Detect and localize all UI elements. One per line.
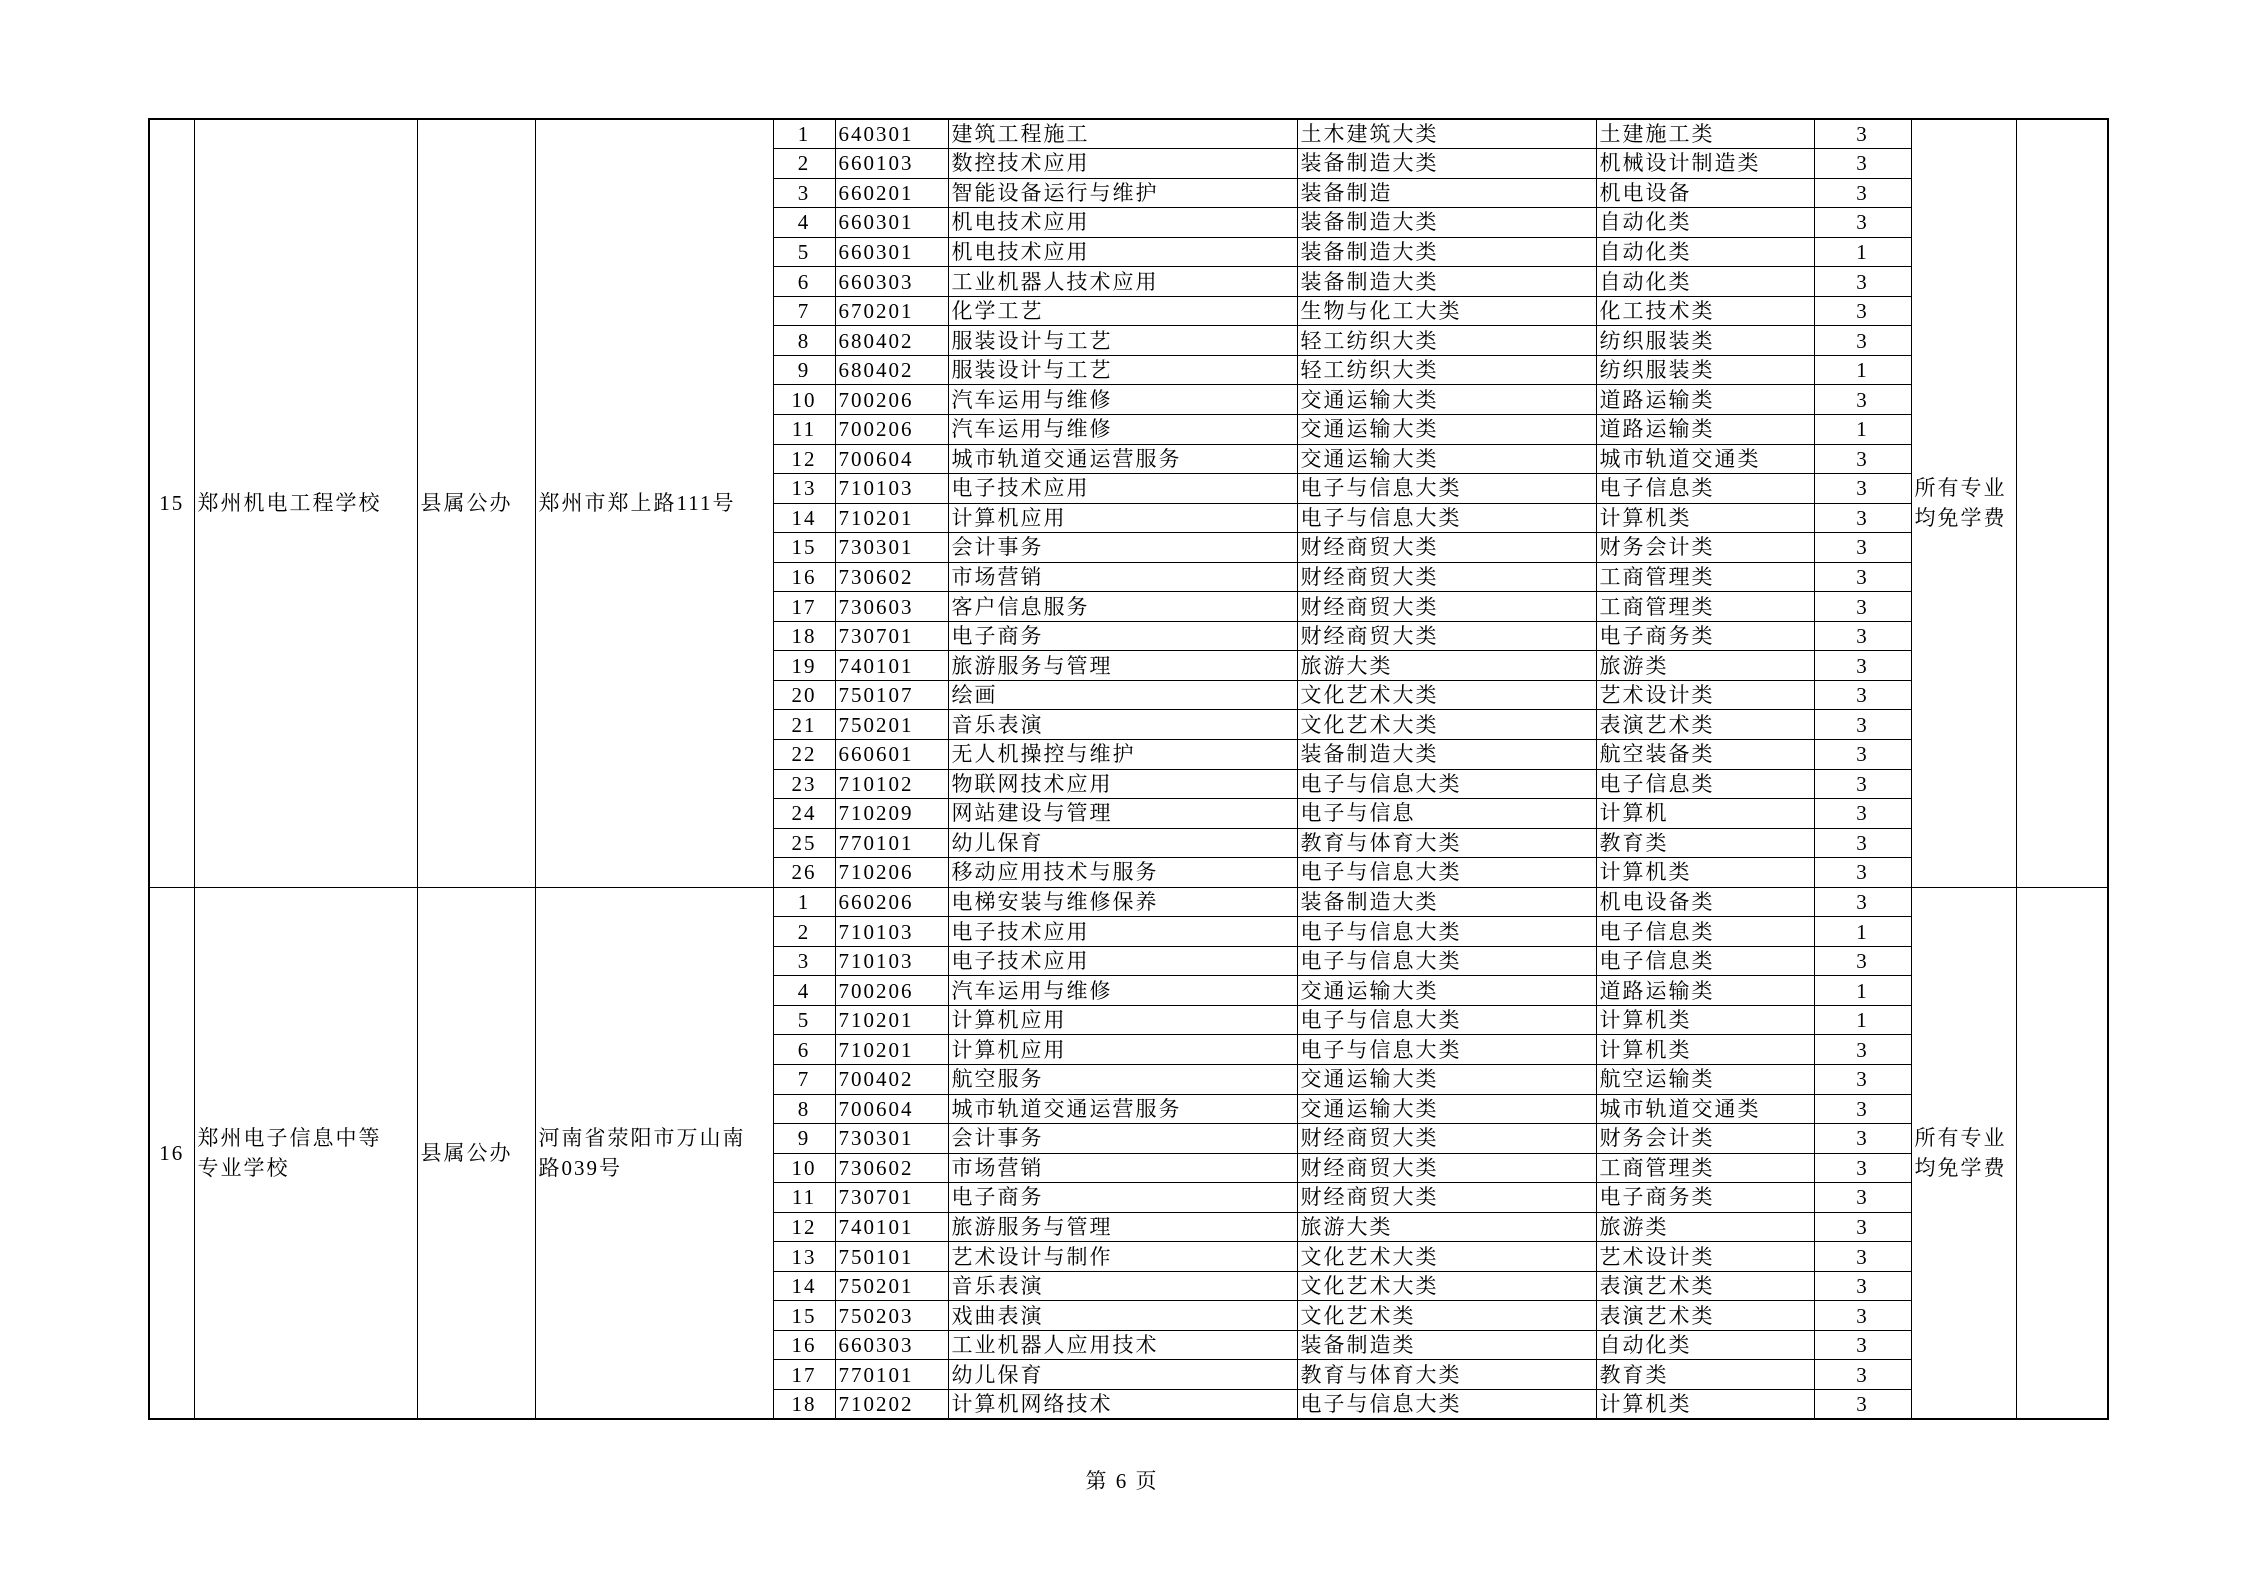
major-name-cell: 会计事务 bbox=[948, 533, 1297, 563]
major-class-cell: 电子商务类 bbox=[1596, 621, 1814, 651]
major-no-cell: 2 bbox=[773, 149, 835, 179]
major-code-cell: 730602 bbox=[835, 562, 948, 592]
major-no-cell: 25 bbox=[773, 828, 835, 858]
major-category-cell: 交通运输大类 bbox=[1297, 976, 1596, 1006]
major-code-cell: 700604 bbox=[835, 444, 948, 474]
major-no-cell: 22 bbox=[773, 739, 835, 769]
major-category-cell: 旅游大类 bbox=[1297, 651, 1596, 681]
major-years-cell: 1 bbox=[1814, 237, 1911, 267]
major-no-cell: 16 bbox=[773, 562, 835, 592]
major-code-cell: 710201 bbox=[835, 1035, 948, 1065]
major-years-cell: 3 bbox=[1814, 503, 1911, 533]
major-no-cell: 5 bbox=[773, 237, 835, 267]
major-code-cell: 640301 bbox=[835, 119, 948, 149]
major-name-cell: 汽车运用与维修 bbox=[948, 414, 1297, 444]
major-code-cell: 710103 bbox=[835, 946, 948, 976]
major-code-cell: 750201 bbox=[835, 710, 948, 740]
major-years-cell: 1 bbox=[1814, 1005, 1911, 1035]
major-name-cell: 电子技术应用 bbox=[948, 946, 1297, 976]
major-code-cell: 680402 bbox=[835, 355, 948, 385]
major-name-cell: 绘画 bbox=[948, 680, 1297, 710]
school-type-cell: 县属公办 bbox=[417, 887, 535, 1419]
major-name-cell: 艺术设计与制作 bbox=[948, 1242, 1297, 1272]
major-code-cell: 660201 bbox=[835, 178, 948, 208]
major-name-cell: 城市轨道交通运营服务 bbox=[948, 1094, 1297, 1124]
major-code-cell: 770101 bbox=[835, 828, 948, 858]
major-name-cell: 电子技术应用 bbox=[948, 917, 1297, 947]
major-name-cell: 音乐表演 bbox=[948, 1271, 1297, 1301]
major-class-cell: 电子信息类 bbox=[1596, 474, 1814, 504]
major-name-cell: 智能设备运行与维护 bbox=[948, 178, 1297, 208]
major-class-cell: 教育类 bbox=[1596, 1360, 1814, 1390]
major-years-cell: 3 bbox=[1814, 119, 1911, 149]
major-years-cell: 1 bbox=[1814, 976, 1911, 1006]
major-name-cell: 汽车运用与维修 bbox=[948, 976, 1297, 1006]
major-category-cell: 财经商贸大类 bbox=[1297, 1124, 1596, 1154]
major-class-cell: 自动化类 bbox=[1596, 1330, 1814, 1360]
major-years-cell: 3 bbox=[1814, 562, 1911, 592]
major-class-cell: 计算机类 bbox=[1596, 503, 1814, 533]
major-name-cell: 计算机应用 bbox=[948, 1005, 1297, 1035]
major-code-cell: 730301 bbox=[835, 533, 948, 563]
major-category-cell: 装备制造大类 bbox=[1297, 739, 1596, 769]
major-years-cell: 3 bbox=[1814, 799, 1911, 829]
major-category-cell: 旅游大类 bbox=[1297, 1212, 1596, 1242]
major-class-cell: 自动化类 bbox=[1596, 267, 1814, 297]
major-no-cell: 16 bbox=[773, 1330, 835, 1360]
major-category-cell: 教育与体育大类 bbox=[1297, 828, 1596, 858]
major-category-cell: 电子与信息 bbox=[1297, 799, 1596, 829]
remark-cell bbox=[1911, 119, 2016, 887]
major-no-cell: 18 bbox=[773, 621, 835, 651]
major-category-cell: 财经商贸大类 bbox=[1297, 1183, 1596, 1213]
major-code-cell: 750101 bbox=[835, 1242, 948, 1272]
major-years-cell: 3 bbox=[1814, 1390, 1911, 1420]
major-years-cell: 3 bbox=[1814, 858, 1911, 888]
major-name-cell: 机电技术应用 bbox=[948, 208, 1297, 238]
major-name-cell: 音乐表演 bbox=[948, 710, 1297, 740]
major-class-cell: 工商管理类 bbox=[1596, 1153, 1814, 1183]
major-name-cell: 电子技术应用 bbox=[948, 474, 1297, 504]
major-category-cell: 财经商贸大类 bbox=[1297, 592, 1596, 622]
major-no-cell: 15 bbox=[773, 1301, 835, 1331]
major-class-cell: 机械设计制造类 bbox=[1596, 149, 1814, 179]
table-row bbox=[149, 887, 2108, 917]
major-class-cell: 计算机类 bbox=[1596, 1005, 1814, 1035]
major-class-cell: 城市轨道交通类 bbox=[1596, 1094, 1814, 1124]
major-category-cell: 交通运输大类 bbox=[1297, 414, 1596, 444]
major-no-cell: 4 bbox=[773, 976, 835, 1006]
major-class-cell: 工商管理类 bbox=[1596, 592, 1814, 622]
major-class-cell: 机电设备类 bbox=[1596, 887, 1814, 917]
major-years-cell: 3 bbox=[1814, 149, 1911, 179]
major-no-cell: 9 bbox=[773, 355, 835, 385]
major-code-cell: 730701 bbox=[835, 621, 948, 651]
major-category-cell: 装备制造 bbox=[1297, 178, 1596, 208]
major-category-cell: 交通运输大类 bbox=[1297, 385, 1596, 415]
major-years-cell: 3 bbox=[1814, 296, 1911, 326]
major-no-cell: 17 bbox=[773, 1360, 835, 1390]
major-no-cell: 13 bbox=[773, 1242, 835, 1272]
major-code-cell: 700604 bbox=[835, 1094, 948, 1124]
major-years-cell: 3 bbox=[1814, 680, 1911, 710]
major-code-cell: 770101 bbox=[835, 1360, 948, 1390]
major-category-cell: 装备制造大类 bbox=[1297, 149, 1596, 179]
major-years-cell: 3 bbox=[1814, 178, 1911, 208]
major-no-cell: 23 bbox=[773, 769, 835, 799]
major-years-cell: 3 bbox=[1814, 474, 1911, 504]
major-category-cell: 装备制造大类 bbox=[1297, 267, 1596, 297]
major-code-cell: 710201 bbox=[835, 1005, 948, 1035]
major-class-cell: 旅游类 bbox=[1596, 651, 1814, 681]
major-no-cell: 24 bbox=[773, 799, 835, 829]
major-name-cell: 移动应用技术与服务 bbox=[948, 858, 1297, 888]
major-name-cell: 幼儿保育 bbox=[948, 828, 1297, 858]
major-category-cell: 财经商贸大类 bbox=[1297, 533, 1596, 563]
major-no-cell: 17 bbox=[773, 592, 835, 622]
major-no-cell: 6 bbox=[773, 267, 835, 297]
remark-line: 均免学费 bbox=[1914, 1155, 2007, 1180]
major-class-cell: 计算机类 bbox=[1596, 1035, 1814, 1065]
major-category-cell: 文化艺术类 bbox=[1297, 1301, 1596, 1331]
major-class-cell: 工商管理类 bbox=[1596, 562, 1814, 592]
major-class-cell: 化工技术类 bbox=[1596, 296, 1814, 326]
major-class-cell: 电子信息类 bbox=[1596, 769, 1814, 799]
major-years-cell: 3 bbox=[1814, 326, 1911, 356]
major-name-cell: 戏曲表演 bbox=[948, 1301, 1297, 1331]
major-name-cell: 客户信息服务 bbox=[948, 592, 1297, 622]
school-seq-cell: 15 bbox=[149, 119, 194, 887]
major-code-cell: 660103 bbox=[835, 149, 948, 179]
major-no-cell: 3 bbox=[773, 946, 835, 976]
major-code-cell: 710103 bbox=[835, 917, 948, 947]
major-category-cell: 电子与信息大类 bbox=[1297, 1390, 1596, 1420]
extra-cell bbox=[2016, 119, 2108, 887]
table-body bbox=[149, 119, 2108, 1419]
major-years-cell: 3 bbox=[1814, 444, 1911, 474]
major-class-cell: 计算机类 bbox=[1596, 1390, 1814, 1420]
major-years-cell: 3 bbox=[1814, 1094, 1911, 1124]
major-class-cell: 艺术设计类 bbox=[1596, 680, 1814, 710]
school-address-line: 郑州市郑上路111号 bbox=[538, 491, 736, 516]
major-code-cell: 730701 bbox=[835, 1183, 948, 1213]
major-class-cell: 道路运输类 bbox=[1596, 414, 1814, 444]
major-years-cell: 3 bbox=[1814, 1271, 1911, 1301]
major-no-cell: 15 bbox=[773, 533, 835, 563]
major-years-cell: 3 bbox=[1814, 621, 1911, 651]
major-years-cell: 3 bbox=[1814, 651, 1911, 681]
major-code-cell: 700402 bbox=[835, 1065, 948, 1095]
extra-cell bbox=[2016, 887, 2108, 1419]
major-category-cell: 装备制造大类 bbox=[1297, 887, 1596, 917]
major-no-cell: 21 bbox=[773, 710, 835, 740]
major-years-cell: 3 bbox=[1814, 1153, 1911, 1183]
major-code-cell: 660303 bbox=[835, 1330, 948, 1360]
major-years-cell: 3 bbox=[1814, 533, 1911, 563]
major-no-cell: 14 bbox=[773, 503, 835, 533]
major-no-cell: 7 bbox=[773, 1065, 835, 1095]
major-years-cell: 3 bbox=[1814, 1330, 1911, 1360]
major-code-cell: 700206 bbox=[835, 385, 948, 415]
major-no-cell: 8 bbox=[773, 1094, 835, 1124]
major-no-cell: 8 bbox=[773, 326, 835, 356]
major-class-cell: 计算机类 bbox=[1596, 858, 1814, 888]
major-category-cell: 轻工纺织大类 bbox=[1297, 355, 1596, 385]
major-years-cell: 3 bbox=[1814, 267, 1911, 297]
major-no-cell: 14 bbox=[773, 1271, 835, 1301]
major-code-cell: 750107 bbox=[835, 680, 948, 710]
major-years-cell: 3 bbox=[1814, 1183, 1911, 1213]
major-code-cell: 660301 bbox=[835, 237, 948, 267]
major-years-cell: 3 bbox=[1814, 710, 1911, 740]
major-category-cell: 装备制造类 bbox=[1297, 1330, 1596, 1360]
major-no-cell: 9 bbox=[773, 1124, 835, 1154]
major-years-cell: 3 bbox=[1814, 1124, 1911, 1154]
major-class-cell: 电子信息类 bbox=[1596, 946, 1814, 976]
school-name-line: 郑州机电工程学校 bbox=[197, 491, 382, 516]
major-years-cell: 3 bbox=[1814, 1035, 1911, 1065]
major-no-cell: 12 bbox=[773, 1212, 835, 1242]
major-years-cell: 3 bbox=[1814, 1360, 1911, 1390]
major-years-cell: 3 bbox=[1814, 887, 1911, 917]
major-category-cell: 电子与信息大类 bbox=[1297, 474, 1596, 504]
school-name-line: 专业学校 bbox=[197, 1155, 290, 1180]
major-name-cell: 城市轨道交通运营服务 bbox=[948, 444, 1297, 474]
major-category-cell: 文化艺术大类 bbox=[1297, 680, 1596, 710]
major-code-cell: 660301 bbox=[835, 208, 948, 238]
major-no-cell: 7 bbox=[773, 296, 835, 326]
major-category-cell: 装备制造大类 bbox=[1297, 237, 1596, 267]
major-class-cell: 艺术设计类 bbox=[1596, 1242, 1814, 1272]
major-no-cell: 13 bbox=[773, 474, 835, 504]
major-years-cell: 3 bbox=[1814, 946, 1911, 976]
major-name-cell: 建筑工程施工 bbox=[948, 119, 1297, 149]
major-category-cell: 财经商贸大类 bbox=[1297, 562, 1596, 592]
major-name-cell: 旅游服务与管理 bbox=[948, 1212, 1297, 1242]
school-address-line: 河南省荥阳市万山南 bbox=[538, 1125, 746, 1150]
major-years-cell: 3 bbox=[1814, 828, 1911, 858]
major-class-cell: 电子商务类 bbox=[1596, 1183, 1814, 1213]
major-name-cell: 电子商务 bbox=[948, 621, 1297, 651]
major-code-cell: 710202 bbox=[835, 1390, 948, 1420]
major-category-cell: 财经商贸大类 bbox=[1297, 621, 1596, 651]
major-class-cell: 表演艺术类 bbox=[1596, 710, 1814, 740]
major-class-cell: 机电设备 bbox=[1596, 178, 1814, 208]
major-no-cell: 18 bbox=[773, 1390, 835, 1420]
major-name-cell: 幼儿保育 bbox=[948, 1360, 1297, 1390]
major-name-cell: 化学工艺 bbox=[948, 296, 1297, 326]
major-class-cell: 纺织服装类 bbox=[1596, 355, 1814, 385]
major-category-cell: 电子与信息大类 bbox=[1297, 917, 1596, 947]
school-address-cell bbox=[535, 119, 773, 887]
major-code-cell: 750203 bbox=[835, 1301, 948, 1331]
major-code-cell: 670201 bbox=[835, 296, 948, 326]
major-code-cell: 710201 bbox=[835, 503, 948, 533]
major-years-cell: 3 bbox=[1814, 208, 1911, 238]
school-name-cell bbox=[194, 119, 417, 887]
major-class-cell: 财务会计类 bbox=[1596, 533, 1814, 563]
major-years-cell: 1 bbox=[1814, 414, 1911, 444]
remark-line: 所有专业 bbox=[1914, 476, 2007, 501]
major-name-cell: 电梯安装与维修保养 bbox=[948, 887, 1297, 917]
major-name-cell: 无人机操控与维护 bbox=[948, 739, 1297, 769]
major-class-cell: 教育类 bbox=[1596, 828, 1814, 858]
major-name-cell: 市场营销 bbox=[948, 562, 1297, 592]
major-code-cell: 700206 bbox=[835, 414, 948, 444]
major-no-cell: 4 bbox=[773, 208, 835, 238]
major-no-cell: 10 bbox=[773, 1153, 835, 1183]
major-code-cell: 660303 bbox=[835, 267, 948, 297]
major-no-cell: 10 bbox=[773, 385, 835, 415]
major-category-cell: 电子与信息大类 bbox=[1297, 503, 1596, 533]
major-no-cell: 12 bbox=[773, 444, 835, 474]
major-no-cell: 11 bbox=[773, 414, 835, 444]
major-no-cell: 26 bbox=[773, 858, 835, 888]
major-name-cell: 机电技术应用 bbox=[948, 237, 1297, 267]
major-class-cell: 航空运输类 bbox=[1596, 1065, 1814, 1095]
major-code-cell: 710103 bbox=[835, 474, 948, 504]
major-class-cell: 城市轨道交通类 bbox=[1596, 444, 1814, 474]
school-seq-cell: 16 bbox=[149, 887, 194, 1419]
major-years-cell: 3 bbox=[1814, 1065, 1911, 1095]
major-name-cell: 服装设计与工艺 bbox=[948, 355, 1297, 385]
major-category-cell: 交通运输大类 bbox=[1297, 444, 1596, 474]
major-name-cell: 汽车运用与维修 bbox=[948, 385, 1297, 415]
major-category-cell: 财经商贸大类 bbox=[1297, 1153, 1596, 1183]
major-category-cell: 电子与信息大类 bbox=[1297, 946, 1596, 976]
major-name-cell: 会计事务 bbox=[948, 1124, 1297, 1154]
major-class-cell: 财务会计类 bbox=[1596, 1124, 1814, 1154]
major-category-cell: 交通运输大类 bbox=[1297, 1065, 1596, 1095]
major-code-cell: 680402 bbox=[835, 326, 948, 356]
major-no-cell: 5 bbox=[773, 1005, 835, 1035]
major-class-cell: 自动化类 bbox=[1596, 208, 1814, 238]
major-name-cell: 工业机器人应用技术 bbox=[948, 1330, 1297, 1360]
major-no-cell: 2 bbox=[773, 917, 835, 947]
major-category-cell: 装备制造大类 bbox=[1297, 208, 1596, 238]
major-category-cell: 文化艺术大类 bbox=[1297, 1242, 1596, 1272]
major-code-cell: 660601 bbox=[835, 739, 948, 769]
major-name-cell: 网站建设与管理 bbox=[948, 799, 1297, 829]
major-code-cell: 730603 bbox=[835, 592, 948, 622]
remark-cell bbox=[1911, 887, 2016, 1419]
major-years-cell: 3 bbox=[1814, 769, 1911, 799]
major-no-cell: 1 bbox=[773, 887, 835, 917]
major-years-cell: 1 bbox=[1814, 917, 1911, 947]
major-years-cell: 3 bbox=[1814, 385, 1911, 415]
major-code-cell: 740101 bbox=[835, 1212, 948, 1242]
major-code-cell: 730301 bbox=[835, 1124, 948, 1154]
page-number: 第 6 页 bbox=[1085, 1469, 1159, 1493]
major-class-cell: 自动化类 bbox=[1596, 237, 1814, 267]
major-no-cell: 1 bbox=[773, 119, 835, 149]
major-no-cell: 20 bbox=[773, 680, 835, 710]
major-category-cell: 电子与信息大类 bbox=[1297, 769, 1596, 799]
major-category-cell: 电子与信息大类 bbox=[1297, 858, 1596, 888]
major-category-cell: 文化艺术大类 bbox=[1297, 1271, 1596, 1301]
remark-line: 所有专业 bbox=[1914, 1125, 2007, 1150]
major-no-cell: 11 bbox=[773, 1183, 835, 1213]
major-years-cell: 3 bbox=[1814, 1301, 1911, 1331]
major-code-cell: 710206 bbox=[835, 858, 948, 888]
school-address-line: 路039号 bbox=[538, 1155, 622, 1180]
major-code-cell: 700206 bbox=[835, 976, 948, 1006]
school-address-cell bbox=[535, 887, 773, 1419]
major-name-cell: 物联网技术应用 bbox=[948, 769, 1297, 799]
major-category-cell: 交通运输大类 bbox=[1297, 1094, 1596, 1124]
major-years-cell: 3 bbox=[1814, 739, 1911, 769]
table-row bbox=[149, 119, 2108, 149]
major-name-cell: 计算机应用 bbox=[948, 1035, 1297, 1065]
major-category-cell: 土木建筑大类 bbox=[1297, 119, 1596, 149]
major-code-cell: 730602 bbox=[835, 1153, 948, 1183]
major-class-cell: 表演艺术类 bbox=[1596, 1271, 1814, 1301]
major-name-cell: 数控技术应用 bbox=[948, 149, 1297, 179]
major-code-cell: 740101 bbox=[835, 651, 948, 681]
major-code-cell: 710209 bbox=[835, 799, 948, 829]
school-type-cell: 县属公办 bbox=[417, 119, 535, 887]
major-class-cell: 表演艺术类 bbox=[1596, 1301, 1814, 1331]
major-name-cell: 市场营销 bbox=[948, 1153, 1297, 1183]
major-class-cell: 计算机 bbox=[1596, 799, 1814, 829]
major-class-cell: 航空装备类 bbox=[1596, 739, 1814, 769]
major-class-cell: 土建施工类 bbox=[1596, 119, 1814, 149]
major-years-cell: 3 bbox=[1814, 1242, 1911, 1272]
major-class-cell: 电子信息类 bbox=[1596, 917, 1814, 947]
major-no-cell: 19 bbox=[773, 651, 835, 681]
major-class-cell: 旅游类 bbox=[1596, 1212, 1814, 1242]
major-code-cell: 750201 bbox=[835, 1271, 948, 1301]
school-name-cell bbox=[194, 887, 417, 1419]
major-class-cell: 道路运输类 bbox=[1596, 385, 1814, 415]
major-name-cell: 服装设计与工艺 bbox=[948, 326, 1297, 356]
major-no-cell: 6 bbox=[773, 1035, 835, 1065]
major-class-cell: 纺织服装类 bbox=[1596, 326, 1814, 356]
major-name-cell: 计算机网络技术 bbox=[948, 1390, 1297, 1420]
major-category-cell: 文化艺术大类 bbox=[1297, 710, 1596, 740]
major-years-cell: 3 bbox=[1814, 592, 1911, 622]
major-name-cell: 计算机应用 bbox=[948, 503, 1297, 533]
major-name-cell: 工业机器人技术应用 bbox=[948, 267, 1297, 297]
major-code-cell: 710102 bbox=[835, 769, 948, 799]
major-name-cell: 旅游服务与管理 bbox=[948, 651, 1297, 681]
major-category-cell: 电子与信息大类 bbox=[1297, 1005, 1596, 1035]
school-majors-table bbox=[148, 118, 2109, 1420]
major-years-cell: 1 bbox=[1814, 355, 1911, 385]
major-name-cell: 电子商务 bbox=[948, 1183, 1297, 1213]
major-category-cell: 轻工纺织大类 bbox=[1297, 326, 1596, 356]
remark-line: 均免学费 bbox=[1914, 506, 2007, 531]
major-name-cell: 航空服务 bbox=[948, 1065, 1297, 1095]
school-name-line: 郑州电子信息中等 bbox=[197, 1125, 382, 1150]
major-years-cell: 3 bbox=[1814, 1212, 1911, 1242]
major-category-cell: 教育与体育大类 bbox=[1297, 1360, 1596, 1390]
major-category-cell: 生物与化工大类 bbox=[1297, 296, 1596, 326]
major-code-cell: 660206 bbox=[835, 887, 948, 917]
major-no-cell: 3 bbox=[773, 178, 835, 208]
major-category-cell: 电子与信息大类 bbox=[1297, 1035, 1596, 1065]
major-class-cell: 道路运输类 bbox=[1596, 976, 1814, 1006]
